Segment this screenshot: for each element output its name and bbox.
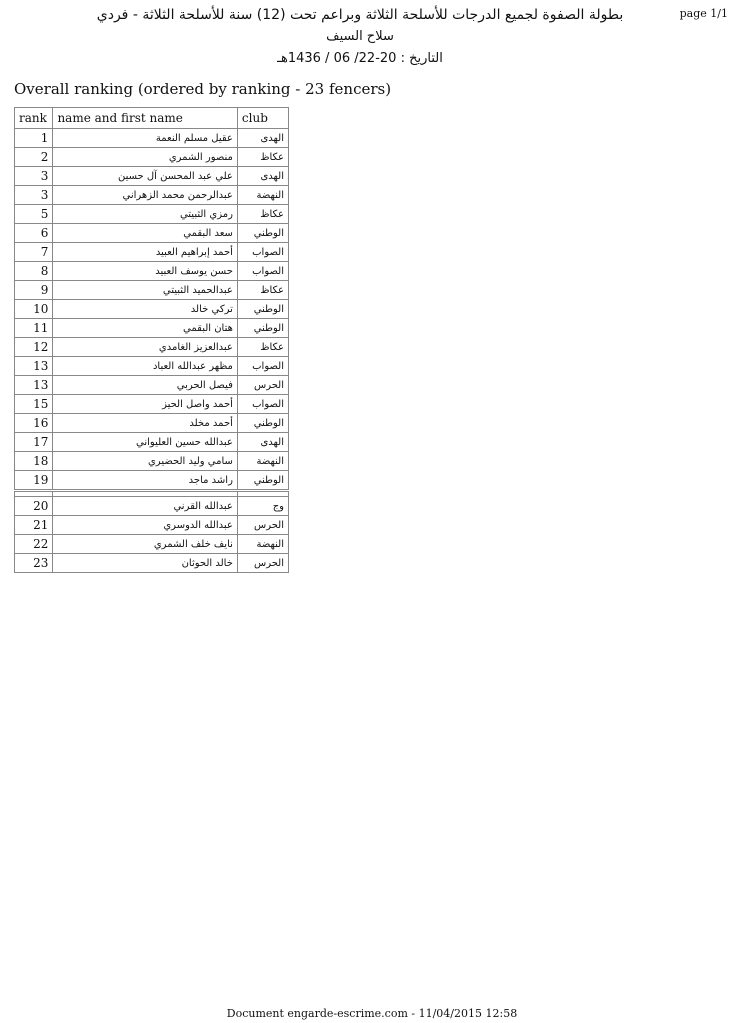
rank-cell: 15 [15, 395, 53, 414]
club-cell: عكاظ [237, 338, 288, 357]
name-cell: نايف خلف الشمري [53, 535, 237, 554]
rank-cell: 2 [15, 148, 53, 167]
rank-cell: 7 [15, 243, 53, 262]
rank-cell: 10 [15, 300, 53, 319]
name-cell: عبدالعزيز الغامدي [53, 338, 237, 357]
club-cell: النهضة [237, 452, 288, 471]
table-row [15, 357, 289, 376]
name-column-header: name and first name [53, 108, 237, 129]
rank-cell: 3 [15, 167, 53, 186]
rank-cell: 9 [15, 281, 53, 300]
rank-cell: 13 [15, 357, 53, 376]
table-row [15, 262, 289, 281]
table-body-top [15, 129, 289, 491]
name-cell: أحمد إبراهيم العبيد [53, 243, 237, 262]
table-row [15, 497, 289, 516]
table-row [15, 224, 289, 243]
table-row [15, 129, 289, 148]
rank-column-header: rank [15, 108, 53, 129]
name-cell: فيصل الحربي [53, 376, 237, 395]
club-cell: الوطني [237, 300, 288, 319]
club-cell: الوطني [237, 471, 288, 491]
club-cell: الهدى [237, 129, 288, 148]
rank-cell: 18 [15, 452, 53, 471]
document-footer: Document engarde-escrime.com - 11/04/2015 12:58 [226, 1007, 518, 1020]
name-cell: عبدالله الدوسري [53, 516, 237, 535]
club-cell: الحرس [237, 516, 288, 535]
page-number: page 1/1 [679, 7, 728, 20]
name-cell: سعد البقمي [53, 224, 237, 243]
tournament-title: بطولة الصفوة لجميع الدرجات للأسلحة الثلاثة وبراعم تحت (12) سنة للأسلحة الثلاثة - فردي [96, 7, 624, 23]
name-cell: تركي خالد [53, 300, 237, 319]
rank-cell: 13 [15, 376, 53, 395]
club-cell: الصواب [237, 357, 288, 376]
rank-cell: 23 [15, 554, 53, 573]
table-row [15, 471, 289, 491]
club-cell: الوطني [237, 224, 288, 243]
ranking-subtitle: Overall ranking (ordered by ranking - 23 fencers) [14, 80, 392, 98]
table-row [15, 205, 289, 224]
table-row [15, 414, 289, 433]
table-row [15, 148, 289, 167]
rank-cell: 17 [15, 433, 53, 452]
table-row [15, 167, 289, 186]
rank-cell: 19 [15, 471, 53, 491]
name-cell: سامي وليد الحضيري [53, 452, 237, 471]
name-cell: حسن يوسف العبيد [53, 262, 237, 281]
name-cell: رمزي الثبيتي [53, 205, 237, 224]
document-header [80, 4, 640, 70]
rank-cell: 6 [15, 224, 53, 243]
rank-cell: 16 [15, 414, 53, 433]
table-row [15, 186, 289, 205]
name-cell: عقيل مسلم النعمة [53, 129, 237, 148]
club-cell: الوطني [237, 319, 288, 338]
name-cell: راشد ماجد [53, 471, 237, 491]
club-cell: الصواب [237, 243, 288, 262]
club-cell: عكاظ [237, 205, 288, 224]
club-cell: النهضة [237, 535, 288, 554]
table-body-bottom [15, 497, 289, 573]
table-row [15, 433, 289, 452]
club-cell: الحرس [237, 376, 288, 395]
club-cell: وج [237, 497, 288, 516]
table-row [15, 516, 289, 535]
rank-cell: 5 [15, 205, 53, 224]
rank-cell: 20 [15, 497, 53, 516]
club-cell: النهضة [237, 186, 288, 205]
table-row [15, 281, 289, 300]
rank-cell: 1 [15, 129, 53, 148]
club-cell: الهدى [237, 167, 288, 186]
weapon-label: سلاح السيف [326, 29, 394, 44]
club-cell: الوطني [237, 414, 288, 433]
name-cell: عبدالله حسين العليواني [53, 433, 237, 452]
club-cell: الحرس [237, 554, 288, 573]
name-cell: عبدالحميد الثبيتي [53, 281, 237, 300]
rank-cell: 12 [15, 338, 53, 357]
table-header-row [15, 108, 289, 129]
table-row [15, 395, 289, 414]
name-cell: هتان البقمي [53, 319, 237, 338]
table-row [15, 243, 289, 262]
name-cell: عبدالرحمن محمد الزهراني [53, 186, 237, 205]
name-cell: مظهر عبدالله العباد [53, 357, 237, 376]
rank-cell: 22 [15, 535, 53, 554]
club-cell: عكاظ [237, 281, 288, 300]
date-label: التاريخ : 20-22/ 06 / 1436هـ [277, 51, 443, 66]
name-cell: أحمد مخلد [53, 414, 237, 433]
name-cell: منصور الشمري [53, 148, 237, 167]
club-cell: الصواب [237, 395, 288, 414]
club-column-header: club [237, 108, 288, 129]
club-cell: الصواب [237, 262, 288, 281]
name-cell: علي عبد المحسن آل حسين [53, 167, 237, 186]
club-cell: عكاظ [237, 148, 288, 167]
table-row [15, 376, 289, 395]
name-cell: أحمد واصل الحيز [53, 395, 237, 414]
name-cell: خالد الحوثان [53, 554, 237, 573]
table-row [15, 300, 289, 319]
rank-cell: 8 [15, 262, 53, 281]
table-row [15, 535, 289, 554]
club-cell: الهدى [237, 433, 288, 452]
name-cell: عبدالله القرني [53, 497, 237, 516]
table-row [15, 452, 289, 471]
ranking-table [14, 107, 289, 573]
rank-cell: 11 [15, 319, 53, 338]
table-row [15, 319, 289, 338]
table-row [15, 554, 289, 573]
rank-cell: 3 [15, 186, 53, 205]
rank-cell: 21 [15, 516, 53, 535]
table-row [15, 338, 289, 357]
